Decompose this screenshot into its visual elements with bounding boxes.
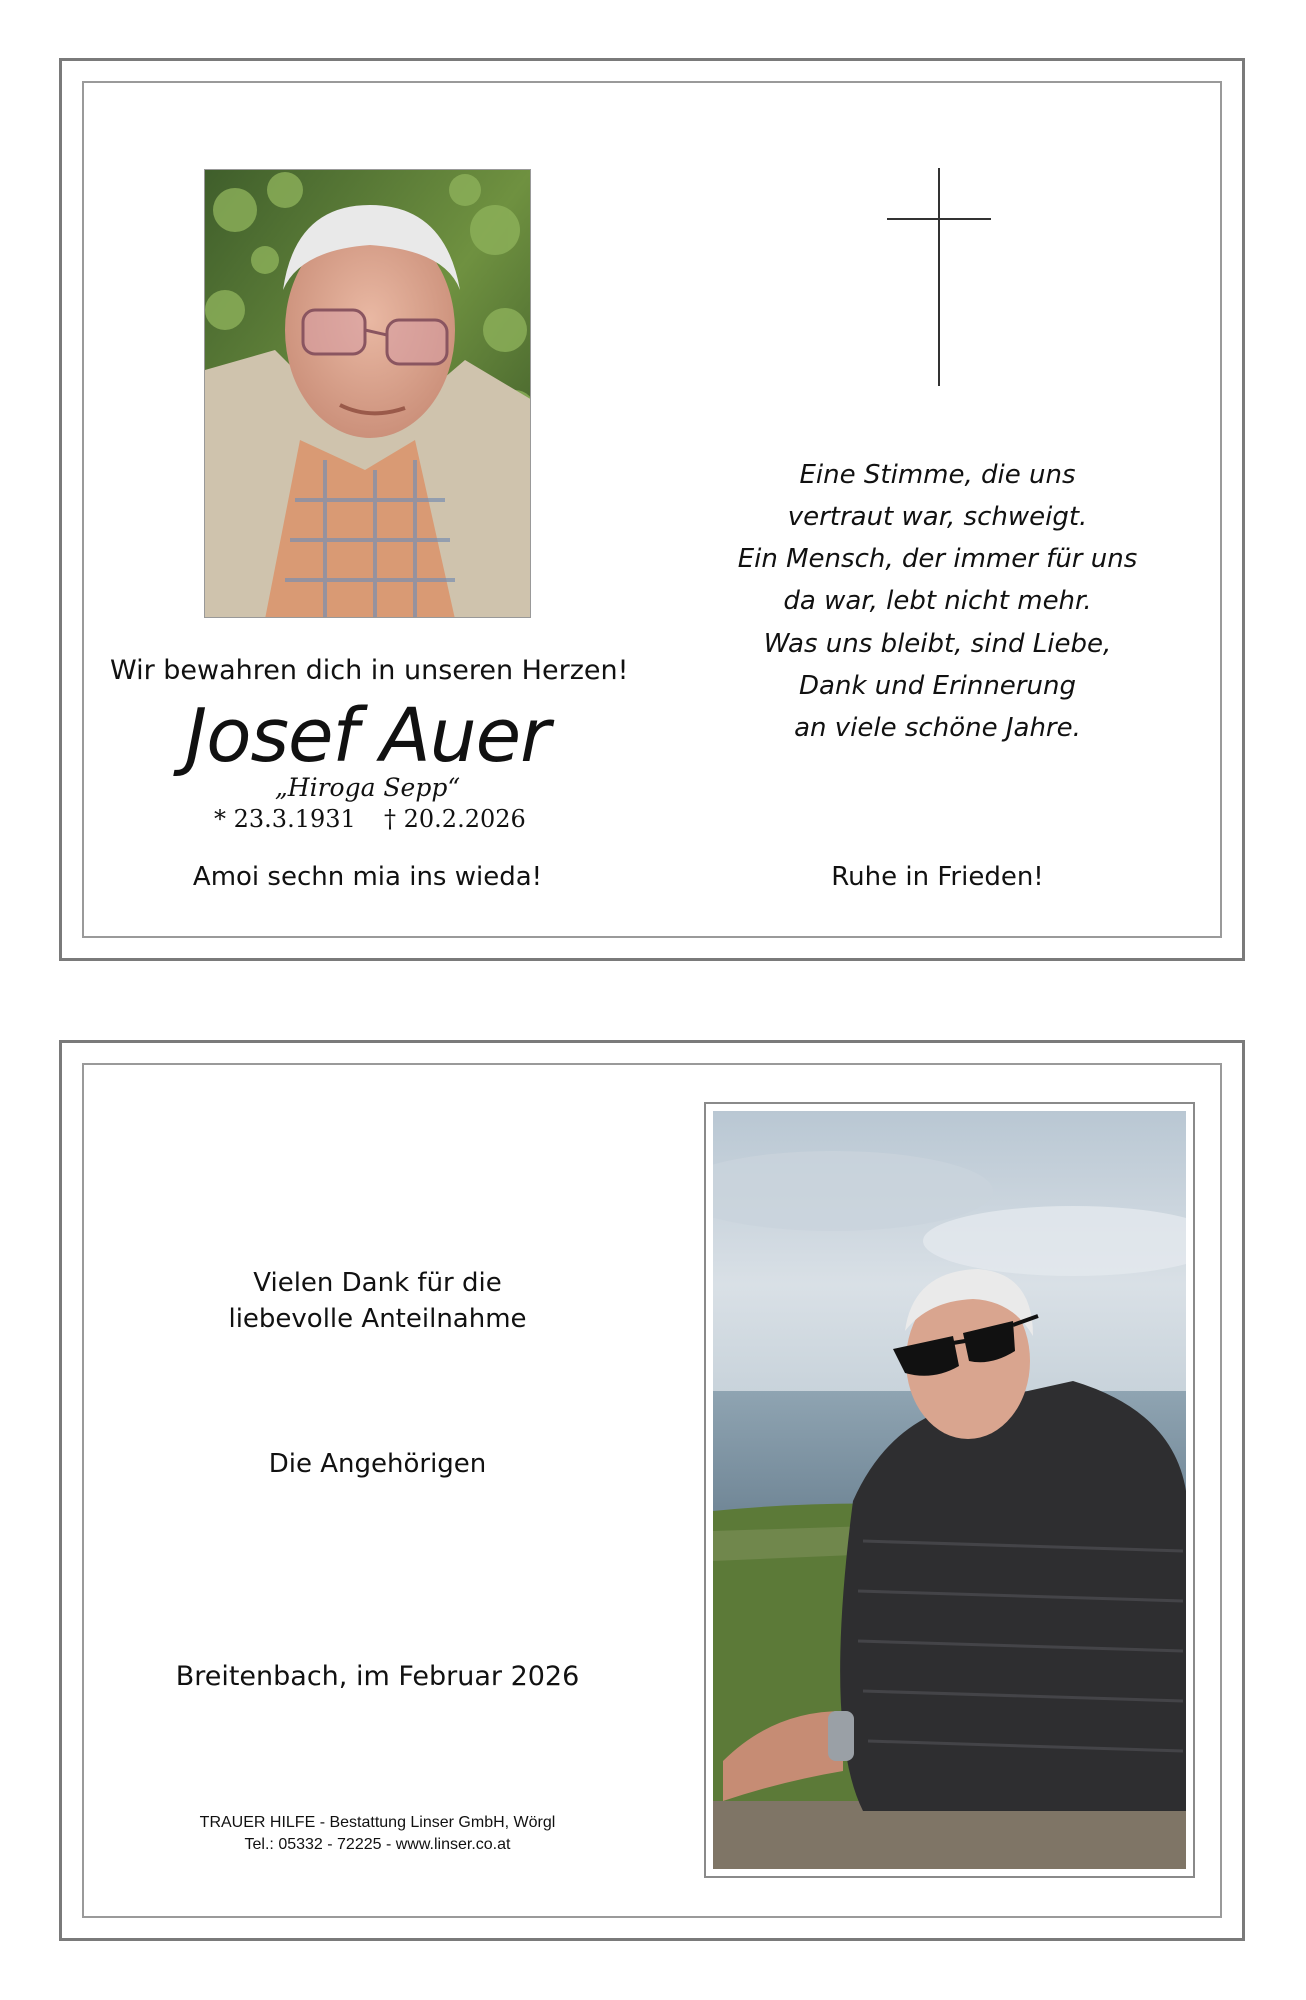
cross-vertical-bar bbox=[938, 168, 940, 386]
poem-line: Dank und Erinnerung bbox=[799, 671, 1076, 701]
poem-line: vertraut war, schweigt. bbox=[787, 502, 1088, 532]
rest-in-peace-text: Ruhe in Frieden! bbox=[831, 862, 1044, 892]
undertaker-line-1: TRAUER HILFE - Bestattung Linser GmbH, Wörgl bbox=[199, 1814, 556, 1831]
nickname: „Hiroga Sepp“ bbox=[274, 773, 461, 802]
poem-line: Was uns bleibt, sind Liebe, bbox=[763, 629, 1112, 659]
photo-frame-back bbox=[704, 1102, 1195, 1878]
portrait-photo-back bbox=[713, 1111, 1186, 1869]
cross-horizontal-bar bbox=[887, 218, 991, 220]
poem-line: da war, lebt nicht mehr. bbox=[783, 586, 1092, 616]
poem-line: Ein Mensch, der immer für uns bbox=[737, 544, 1138, 574]
place-and-date: Breitenbach, im Februar 2026 bbox=[175, 1661, 580, 1692]
motto-text: Wir bewahren dich in unseren Herzen! bbox=[110, 655, 629, 686]
thanks-line-1: Vielen Dank für die bbox=[253, 1268, 502, 1298]
farewell-text: Amoi sechn mia ins wieda! bbox=[192, 862, 543, 892]
thanks-line-2: liebevolle Anteilnahme bbox=[228, 1304, 527, 1334]
undertaker-line-2: Tel.: 05332 - 72225 - www.linser.co.at bbox=[244, 1836, 511, 1853]
poem-line: Eine Stimme, die uns bbox=[799, 460, 1076, 490]
death-date: † 20.2.2026 bbox=[384, 805, 526, 833]
birth-date: * 23.3.1931 bbox=[214, 805, 356, 833]
portrait-photo-front bbox=[204, 169, 531, 618]
deceased-name: Josef Auer bbox=[185, 693, 550, 779]
poem-line: an viele schöne Jahre. bbox=[794, 713, 1081, 743]
family-signature: Die Angehörigen bbox=[268, 1449, 487, 1479]
